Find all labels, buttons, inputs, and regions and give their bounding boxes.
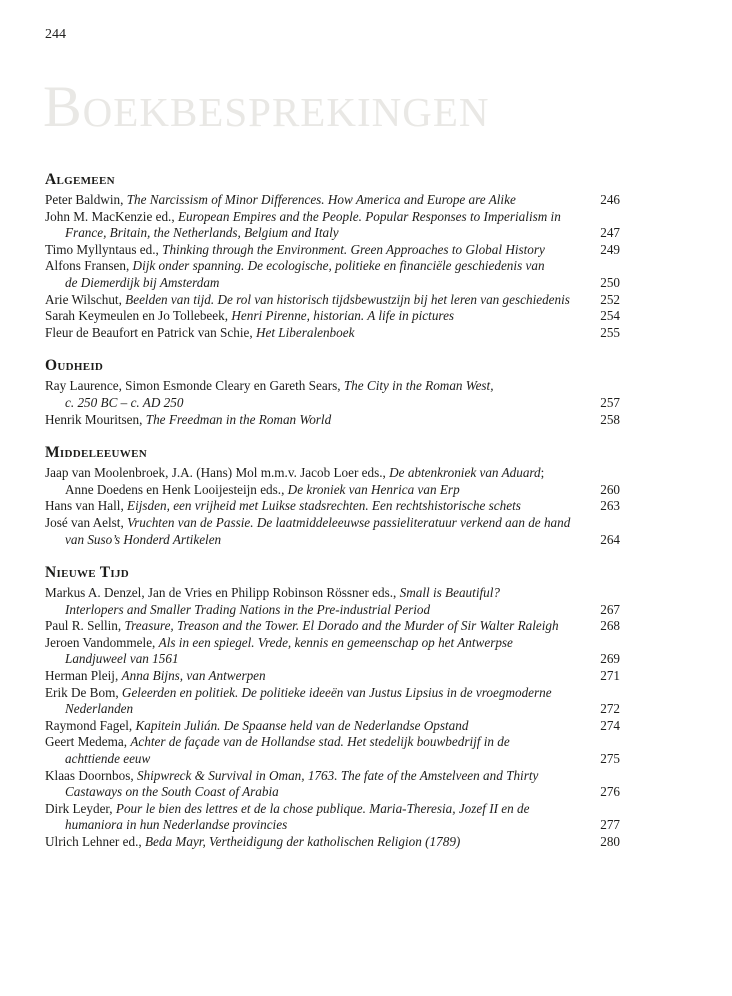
- entry-page-number: 263: [600, 498, 620, 514]
- section-heading: Middeleeuwen: [45, 444, 147, 462]
- entry-page-number: 249: [600, 241, 620, 257]
- section-heading: Oudheid: [45, 357, 104, 375]
- toc-entry-line: [45, 225, 620, 242]
- entry-text: Ray Laurence, Simon Esmonde Cleary en Gareth Sears, The City in the Roman West,: [45, 378, 494, 394]
- entry-page-number: 271: [600, 668, 620, 684]
- toc-entry-line: [45, 668, 620, 685]
- toc-entry-line: [45, 685, 620, 702]
- entry-page-number: 267: [600, 601, 620, 617]
- entry-page-number: 247: [600, 225, 620, 241]
- page-title: Boekbesprekingen: [43, 74, 490, 139]
- toc-entry-line: [45, 784, 620, 801]
- entry-text: Timo Myllyntaus ed., Thinking through the Environment. Green Approaches to Global History: [45, 241, 545, 257]
- entry-text: Castaways on the South Coast of Arabia: [65, 784, 279, 800]
- entry-text: humaniora in hun Nederlandse provincies: [65, 817, 288, 833]
- entry-page-number: 268: [600, 618, 620, 634]
- entry-text: John M. MacKenzie ed., European Empires and the People. Popular Responses to Imperialism in: [45, 208, 561, 224]
- section-heading: Algemeen: [45, 171, 115, 188]
- toc-entry-line: [45, 325, 620, 342]
- toc-entry-line: [45, 817, 620, 834]
- toc-section: [45, 443, 620, 548]
- entry-text: Ulrich Lehner ed., Beda Mayr, Vertheidigung der katholischen Religion (1789): [45, 834, 461, 849]
- entry-page-number: 269: [600, 651, 620, 667]
- entry-text: achttiende eeuw: [65, 751, 151, 767]
- entry-text: Arie Wilschut, Beelden van tijd. De rol van historisch tijdsbewustzijn bij het leren van geschiedenis: [45, 291, 570, 307]
- toc-entry-line: [45, 192, 620, 209]
- entry-text: c. 250 BC – c. AD 250: [65, 394, 184, 410]
- entry-text: Geert Medema, Achter de façade van de Hollandse stad. Het stedelijk bouwbedrijf in de: [45, 734, 510, 750]
- entry-page-number: 272: [600, 701, 620, 717]
- toc-entry-line: [45, 651, 620, 668]
- toc-entry-line: [45, 275, 620, 292]
- entry-text: Fleur de Beaufort en Patrick van Schie, Het Liberalenboek: [45, 324, 355, 340]
- toc-section: [45, 170, 620, 341]
- toc-entry-line: [45, 515, 620, 532]
- toc-entry-line: [45, 635, 620, 652]
- entry-text: Markus A. Denzel, Jan de Vries en Philipp Robinson Rössner eds., Small is Beautiful?: [45, 585, 500, 601]
- toc-entry-line: [45, 618, 620, 635]
- entry-text: José van Aelst, Vruchten van de Passie. De laatmiddeleeuwse passieliteratuur verkend aan de hand: [45, 514, 571, 530]
- entry-page-number: 264: [600, 531, 620, 547]
- entry-page-number: 277: [600, 817, 620, 833]
- entry-page-number: 252: [600, 291, 620, 307]
- section-heading: Nieuwe Tijd: [45, 564, 130, 582]
- entry-text: Dirk Leyder, Pour le bien des lettres et de la chose publique. Maria-Theresia, Jozef II en de: [45, 800, 530, 816]
- entry-text: Nederlanden: [65, 701, 134, 717]
- entry-page-number: 280: [600, 834, 620, 849]
- entry-page-number: 276: [600, 784, 620, 800]
- entry-page-number: 255: [600, 324, 620, 340]
- toc-entry-line: [45, 768, 620, 785]
- entry-page-number: 257: [600, 394, 620, 410]
- entry-text: Raymond Fagel, Kapitein Julián. De Spaanse held van de Nederlandse Opstand: [45, 717, 469, 733]
- toc-entry-line: [45, 242, 620, 259]
- entry-text: Erik De Bom, Geleerden en politiek. De politieke ideeën van Justus Lipsius in de vroegmoderne: [45, 684, 552, 700]
- entry-text: Landjuweel van 1561: [65, 651, 179, 667]
- toc-entry-line: [45, 585, 620, 602]
- toc-entry-line: [45, 465, 620, 482]
- toc-entry-line: [45, 308, 620, 325]
- toc-section: [45, 563, 620, 851]
- toc-section: [45, 356, 620, 428]
- entry-text: Peter Baldwin, The Narcissism of Minor Differences. How America and Europe are Alike: [45, 192, 516, 207]
- entry-text: Interlopers and Smaller Trading Nations in the Pre-industrial Period: [65, 601, 431, 617]
- entry-text: Jaap van Moolenbroek, J.A. (Hans) Mol m.m.v. Jacob Loer eds., De abtenkroniek van Aduard;: [45, 465, 545, 481]
- entry-text: Hans van Hall, Eijsden, een vrijheid met Luikse stadsrechten. Een rechtshistorische schets: [45, 498, 521, 514]
- entry-text: Anne Doedens en Henk Looijesteijn eds., De kroniek van Henrica van Erp: [65, 481, 460, 497]
- entry-text: Henrik Mouritsen, The Freedman in the Roman World: [45, 411, 332, 427]
- entry-page-number: 254: [600, 308, 620, 324]
- toc-entry-line: [45, 395, 620, 412]
- toc-entry-line: [45, 482, 620, 499]
- entry-text: Jeroen Vandommele, Als in een spiegel. Vrede, kennis en gemeenschap op het Antwerpse: [45, 634, 513, 650]
- toc-entry-line: [45, 801, 620, 818]
- entry-page-number: 258: [600, 411, 620, 427]
- entry-text: de Diemerdijk bij Amsterdam: [65, 274, 220, 290]
- entry-text: Herman Pleij, Anna Bijns, van Antwerpen: [45, 668, 266, 684]
- entry-text: Paul R. Sellin, Treasure, Treason and the Tower. El Dorado and the Murder of Sir Walter Raleigh: [45, 618, 559, 634]
- entry-page-number: 250: [600, 274, 620, 290]
- toc-entry-line: [45, 258, 620, 275]
- entry-text: Klaas Doornbos, Shipwreck & Survival in Oman, 1763. The fate of the Amstelveen and Thirty: [45, 767, 539, 783]
- toc-entry-line: [45, 751, 620, 768]
- toc-entry-line: [45, 834, 620, 851]
- table-of-contents: [45, 170, 620, 851]
- entry-text: France, Britain, the Netherlands, Belgium and Italy: [65, 225, 339, 241]
- toc-entry-line: [45, 602, 620, 619]
- toc-entry-line: [45, 532, 620, 549]
- entry-page-number: 260: [600, 481, 620, 497]
- entry-text: Alfons Fransen, Dijk onder spanning. De ecologische, politieke en financiële geschiedenis van: [45, 258, 545, 274]
- folio-page-number: 244: [45, 27, 66, 42]
- toc-entry-line: [45, 209, 620, 226]
- entry-page-number: 275: [600, 751, 620, 767]
- toc-entry-line: [45, 498, 620, 515]
- toc-entry-line: [45, 412, 620, 429]
- toc-entry-line: [45, 734, 620, 751]
- entry-page-number: 246: [600, 192, 620, 207]
- toc-entry-line: [45, 292, 620, 309]
- entry-text: Sarah Keymeulen en Jo Tollebeek, Henri Pirenne, historian. A life in pictures: [45, 308, 455, 324]
- toc-entry-line: [45, 718, 620, 735]
- toc-entry-line: [45, 701, 620, 718]
- entry-text: van Suso’s Honderd Artikelen: [65, 531, 222, 547]
- entry-page-number: 274: [600, 717, 620, 733]
- toc-entry-line: [45, 378, 620, 395]
